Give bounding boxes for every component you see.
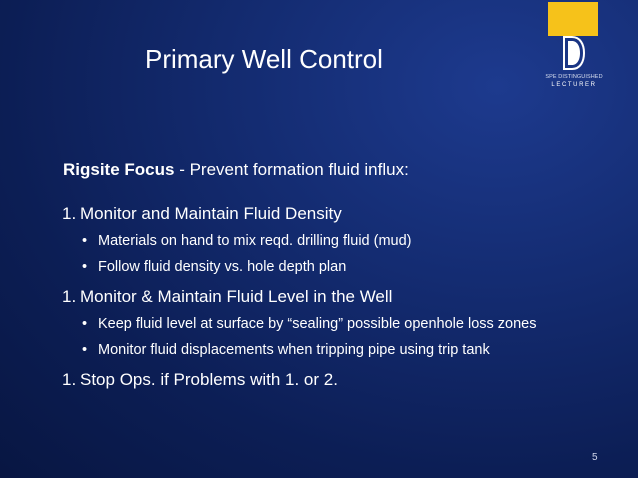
numbered-item-1 [62, 204, 342, 224]
intro-bold: Rigsite Focus [63, 160, 175, 179]
intro-rest: - Prevent formation fluid influx: [174, 160, 409, 179]
numbered-item-3 [62, 370, 338, 390]
bullet-text: Materials on hand to mix reqd. drilling fluid (mud) [98, 233, 412, 249]
item-text: Stop Ops. if Problems with 1. or 2. [80, 370, 338, 389]
bullet-glyph: • [82, 259, 88, 275]
numbered-item-2 [62, 287, 392, 307]
intro-line [63, 160, 409, 180]
logo-yellow-bar [548, 2, 598, 36]
bullet-glyph: • [82, 233, 88, 249]
spe-distinguished-lecturer-logo [545, 2, 603, 98]
logo-line-2: LECTURER [551, 82, 597, 88]
bullet-item [82, 259, 346, 275]
bullet-item [82, 316, 536, 332]
bullet-glyph: • [82, 342, 88, 358]
bullet-text: Monitor fluid displacements when tripping pipe using trip tank [98, 342, 490, 358]
bullet-text: Follow fluid density vs. hole depth plan [98, 259, 347, 275]
item-number: 1. [62, 287, 77, 306]
item-text: Monitor and Maintain Fluid Density [80, 204, 342, 223]
item-text: Monitor & Maintain Fluid Level in the Well [80, 287, 393, 306]
logo-d-mark-icon [563, 36, 585, 70]
bullet-text: Keep fluid level at surface by “sealing” possible openhole loss zones [98, 316, 537, 332]
slide-title: Primary Well Control [145, 44, 383, 74]
item-number: 1. [62, 204, 77, 223]
page-number: 5 [592, 452, 598, 463]
bullet-item [82, 233, 412, 249]
bullet-glyph: • [82, 316, 88, 332]
logo-line-1: SPE DISTINGUISHED [545, 74, 603, 80]
bullet-item [82, 342, 490, 358]
item-number: 1. [62, 370, 77, 389]
